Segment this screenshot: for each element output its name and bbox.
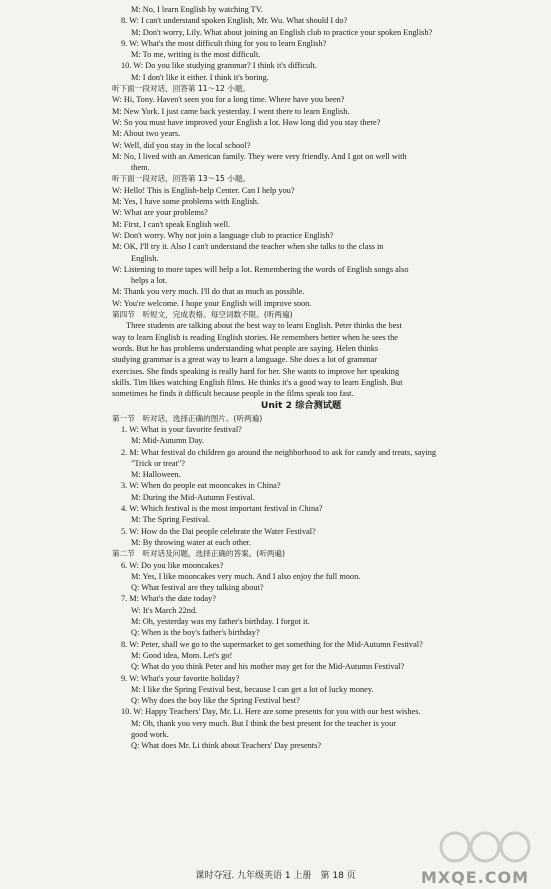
transcript-line: M: Yes, I have some problems with English. xyxy=(112,197,260,207)
transcript-line: M: Don't worry, Lily. What about joining an English club to practice your spoken English? xyxy=(131,27,433,37)
transcript-line: helps a lot. xyxy=(131,276,168,286)
transcript-line: W: You're welcome. I hope your English will improve soon. xyxy=(112,298,312,308)
transcript-line: M: Oh, thank you very much. But I think the best present for the teacher is your xyxy=(131,718,396,728)
transcript-line: sometimes he finds it difficult because people in the films speak too fast. xyxy=(112,389,354,399)
transcript-line: them. xyxy=(131,163,150,173)
transcript-line: Q: Why does the boy like the Spring Festival best? xyxy=(131,696,300,706)
transcript-line: Q: What does Mr. Li think about Teachers' Day presents? xyxy=(131,741,322,751)
transcript-line: M: Mid-Autumn Day. xyxy=(131,436,204,446)
transcript-line: 9. W: What's the most difficult thing for you to learn English? xyxy=(121,38,327,48)
transcript-line: M: Good idea, Mom. Let's go! xyxy=(131,650,233,660)
transcript-line: M: About two years. xyxy=(112,129,181,139)
transcript-line: Q: When is the boy's father's birthday? xyxy=(131,628,260,638)
transcript-line: W: Hi, Tony. Haven't seen you for a long time. Where have you been? xyxy=(112,95,345,105)
section-heading: 听下面一段对话，回答第 11～12 小题。 xyxy=(112,84,251,94)
transcript-line: skills. Tim likes watching English films. He thinks it's a good way to learn English. But xyxy=(112,377,403,387)
section-heading: 第四节 听短文，完成表格。每空词数不限。(听两遍) xyxy=(112,310,293,320)
transcript-line: W: Listening to more tapes will help a lot. Remembering the words of English songs also xyxy=(112,264,409,274)
transcript-line: 10. W: Do you like studying grammar? I think it's difficult. xyxy=(121,61,317,71)
transcript-line: M: Halloween. xyxy=(131,470,181,480)
transcript-line: W: Well, did you stay in the local school? xyxy=(112,140,251,150)
transcript-line: M: During the Mid-Autumn Festival. xyxy=(131,492,255,502)
transcript-line: W: What are your problems? xyxy=(112,208,208,218)
transcript-line: M: I like the Spring Festival best, because I can get a lot of lucky money. xyxy=(131,684,374,694)
transcript-line: exercises. She finds speaking is really hard for her. She wants to improve her speaking xyxy=(112,366,400,376)
transcript-line: studying grammar is a great way to learn a language. She does a lot of grammar xyxy=(112,355,377,365)
page-footer: 课时夺冠. 九年级英语 1 上册 第 18 页 xyxy=(195,871,356,881)
transcript-line: 5. W: How do the Dai people celebrate the Water Festival? xyxy=(121,526,316,536)
watermark-text: MXQE.COM xyxy=(420,868,529,887)
transcript-line: words. But he has problems understanding what people are saying. Helen thinks xyxy=(112,343,379,353)
section-heading: 第一节 听对话，选择正确的图片。(听两遍) xyxy=(112,413,263,423)
transcript-line: M: New York. I just came back yesterday. I went there to learn English. xyxy=(112,106,350,116)
transcript-line: "Trick or treat"? xyxy=(131,458,185,468)
transcript-line: M: No, I learn English by watching TV. xyxy=(131,5,263,14)
transcript-line: Q: What festival are they talking about? xyxy=(131,583,264,593)
transcript-line: 3. W: When do people eat mooncakes in China? xyxy=(121,481,281,491)
transcript-line: 10. W: Happy Teachers' Day, Mr. Li. Here are some presents for you with our best wishes. xyxy=(121,707,421,717)
section-heading: 第二节 听对话及问题，选择正确的答案。(听两遍) xyxy=(112,549,285,559)
passage-paragraph: Three students are talking about the best way to learn English. Peter thinks the best xyxy=(126,321,402,331)
transcript-line: 2. M: What festival do children go around the neighborhood to ask for candy and treats, saying xyxy=(121,447,437,457)
unit-title: Unit 2 综合测试题 xyxy=(260,400,342,412)
transcript-line: M: By throwing water at each other. xyxy=(131,537,252,547)
transcript-line: 8. W: I can't understand spoken English, Mr. Wu. What should I do? xyxy=(121,16,348,26)
transcript-line: 8. W: Peter, shall we go to the supermarket to get something for the Mid-Autumn Festival? xyxy=(121,639,423,649)
transcript-line: good work. xyxy=(131,730,169,739)
transcript-line: 6. W: Do you like mooncakes? xyxy=(121,560,224,570)
transcript-line: M: Oh, yesterday was my father's birthday. I forgot it. xyxy=(131,617,310,627)
transcript-line: way to learn English is reading English stories. He remembers better when he sees the xyxy=(112,332,398,342)
transcript-line: 1. W: What is your favorite festival? xyxy=(121,424,242,434)
transcript-line: W: Hello! This is English-help Center. Can I help you? xyxy=(112,185,295,195)
answer-transcript xyxy=(112,4,490,752)
transcript-line: 7. M: What's the date today? xyxy=(121,594,216,604)
transcript-line: Q: What do you think Peter and his mother may get for the Mid-Autumn Festival? xyxy=(131,662,405,672)
transcript-line: M: OK, I'll try it. Also I can't understand the teacher when she talks to the class in xyxy=(112,242,384,252)
transcript-line: M: To me, writing is the most difficult. xyxy=(131,50,261,60)
transcript-line: M: No, I lived with an American family. They were very friendly. And I got on well with xyxy=(112,151,407,161)
transcript-line: 9. W: What's your favorite holiday? xyxy=(121,673,240,683)
transcript-line: M: First, I can't speak English well. xyxy=(112,219,231,229)
transcript-line: M: I don't like it either. I think it's boring. xyxy=(131,72,269,82)
transcript-line: M: The Spring Festival. xyxy=(131,515,211,525)
transcript-line: W: Don't worry. Why not join a language club to practice English? xyxy=(112,230,334,240)
section-heading: 听下面一段对话，回答第 13～15 小题。 xyxy=(112,174,251,184)
transcript-line: 4. W: Which festival is the most important festival in China? xyxy=(121,504,323,514)
transcript-line: M: Thank you very much. I'll do that as much as possible. xyxy=(112,287,305,297)
transcript-line: W: So you must have improved your English a lot. How long did you stay there? xyxy=(112,117,381,127)
transcript-line: W: It's March 22nd. xyxy=(131,605,198,615)
transcript-line: English. xyxy=(131,253,159,263)
transcript-line: M: Yes, I like mooncakes very much. And I also enjoy the full moon. xyxy=(131,571,361,581)
